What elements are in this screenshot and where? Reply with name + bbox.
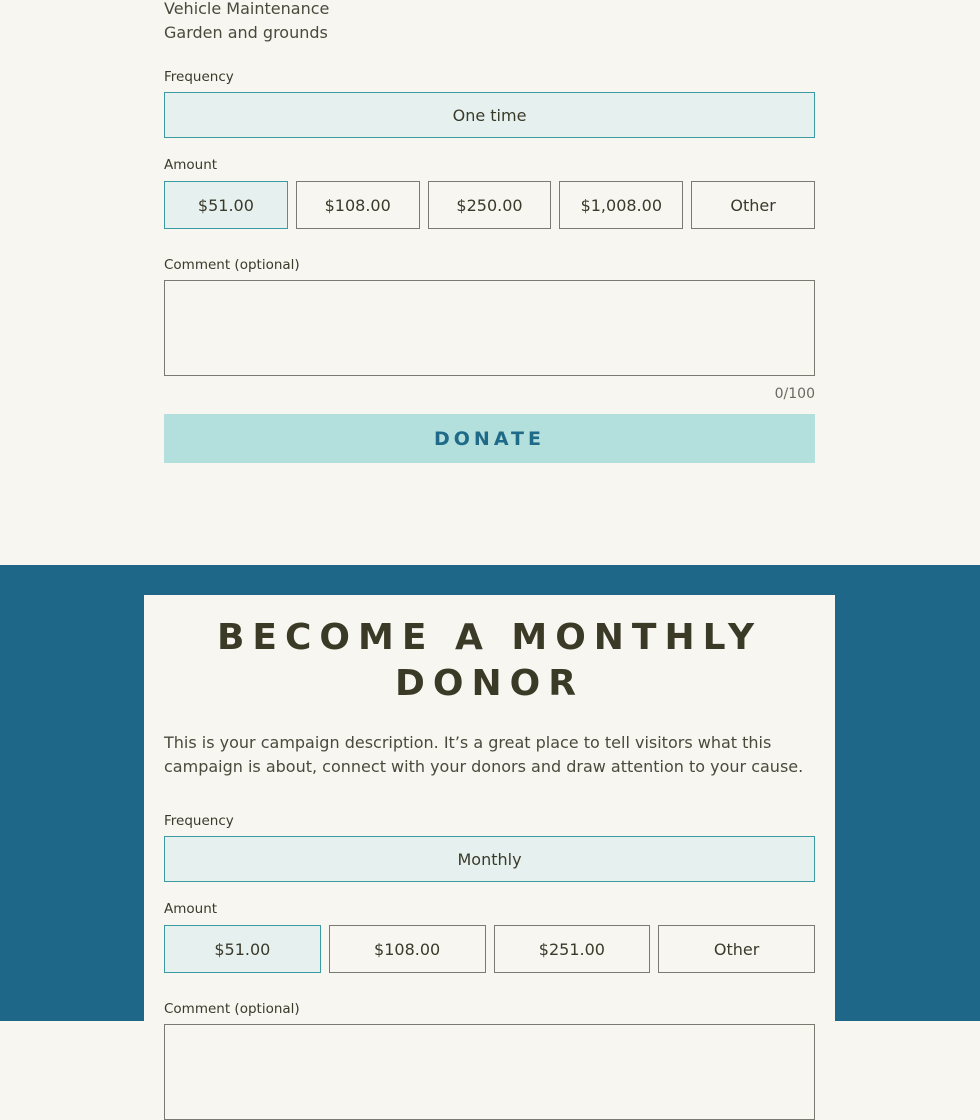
monthly-comment-textarea[interactable] xyxy=(164,1024,815,1120)
amount-option-250[interactable]: $250.00 xyxy=(428,181,552,229)
monthly-amount-option-51[interactable]: $51.00 xyxy=(164,925,321,973)
comment-label: Comment (optional) xyxy=(164,257,300,273)
amount-option-1008[interactable]: $1,008.00 xyxy=(559,181,683,229)
amount-option-51[interactable]: $51.00 xyxy=(164,181,288,229)
frequency-select[interactable]: One time xyxy=(164,92,815,138)
monthly-amount-option-108[interactable]: $108.00 xyxy=(329,925,486,973)
amount-option-108[interactable]: $108.00 xyxy=(296,181,420,229)
monthly-donor-card xyxy=(144,595,835,1021)
title-line-2: DONOR xyxy=(395,663,584,704)
amount-options xyxy=(164,181,815,229)
comment-textarea[interactable] xyxy=(164,280,815,376)
monthly-amount-options xyxy=(164,925,815,973)
fund-option-garden-and-grounds[interactable]: Garden and grounds xyxy=(164,23,328,42)
one-time-donation-form xyxy=(164,0,815,463)
title-line-1: BECOME A MONTHLY xyxy=(216,617,763,658)
monthly-frequency-select[interactable]: Monthly xyxy=(164,836,815,882)
monthly-amount-option-other[interactable]: Other xyxy=(658,925,815,973)
monthly-amount-option-251[interactable]: $251.00 xyxy=(494,925,651,973)
monthly-amount-label: Amount xyxy=(164,901,218,917)
amount-option-other[interactable]: Other xyxy=(691,181,815,229)
campaign-description: This is your campaign description. It’s a great place to tell visitors what this campaign is about, connect with your donors and draw attention to your cause. xyxy=(164,733,804,776)
comment-character-counter: 0/100 xyxy=(774,386,815,402)
amount-label: Amount xyxy=(164,157,218,173)
fund-option-vehicle-maintenance[interactable]: Vehicle Maintenance xyxy=(164,0,330,18)
donate-button[interactable]: DONATE xyxy=(164,414,815,463)
monthly-frequency-label: Frequency xyxy=(164,813,234,829)
page-title xyxy=(164,615,815,707)
monthly-comment-label: Comment (optional) xyxy=(164,1001,300,1017)
frequency-label: Frequency xyxy=(164,69,234,85)
